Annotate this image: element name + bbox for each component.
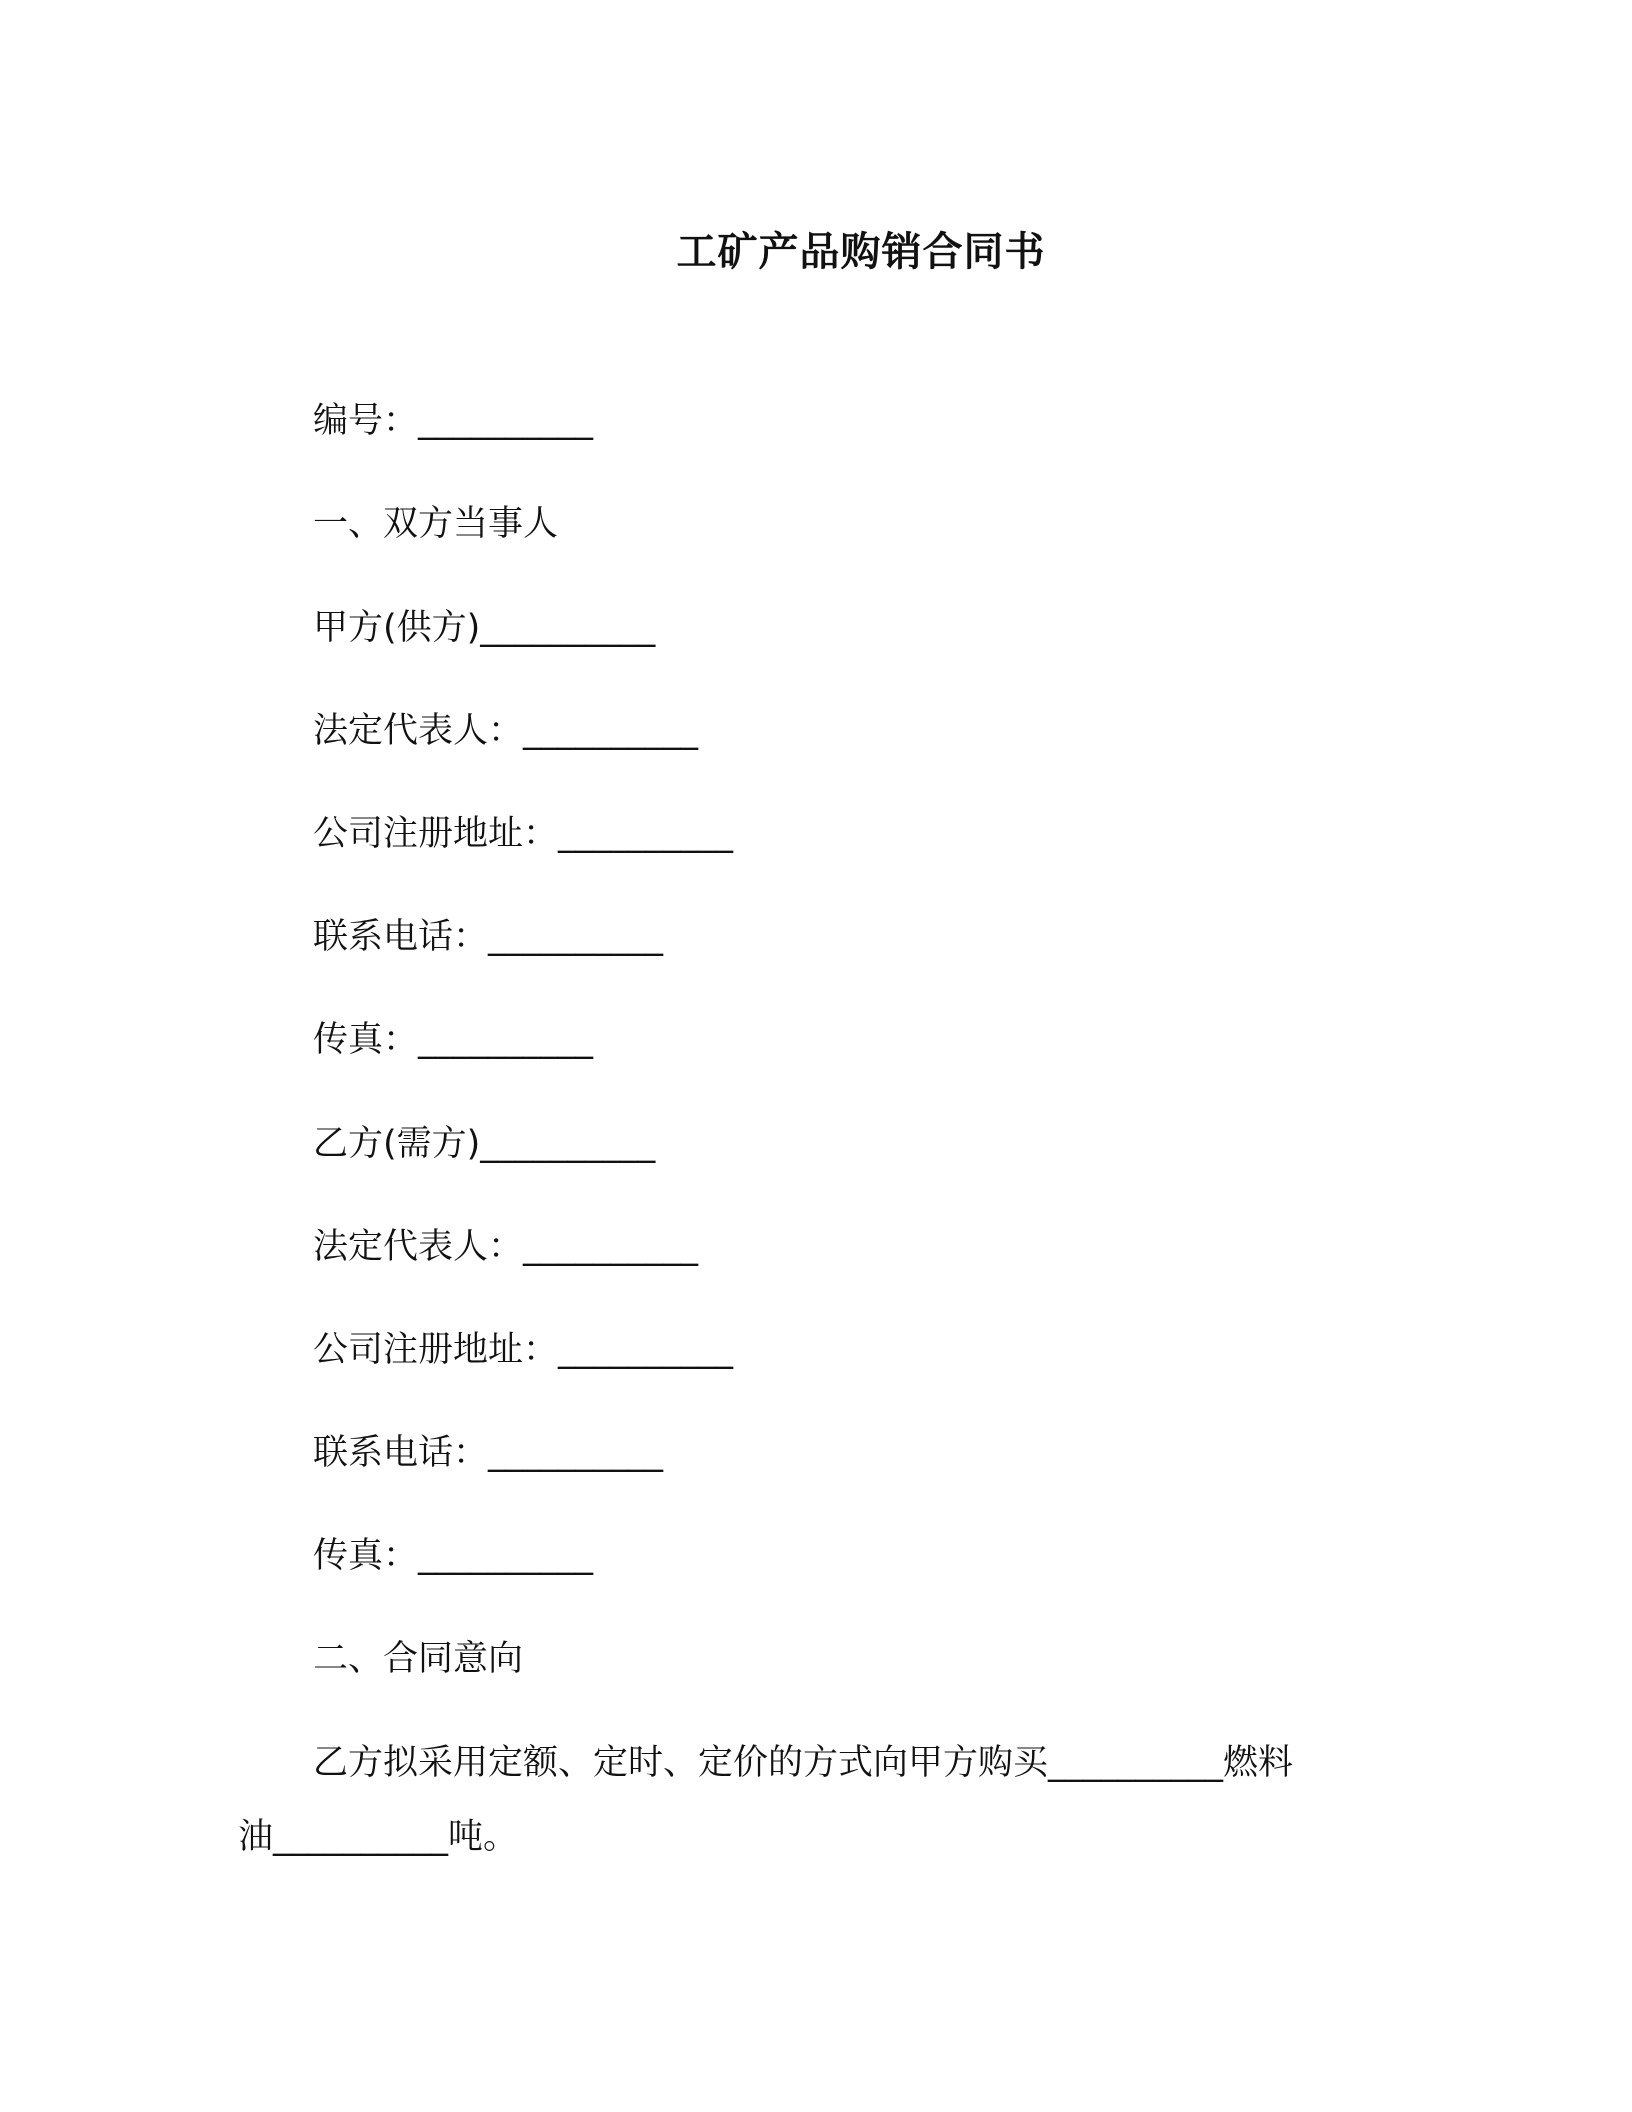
party-b-line: 乙方(需方)__________ xyxy=(313,1124,656,1164)
party-a-legal-rep-line: 法定代表人：__________ xyxy=(313,711,699,751)
contract-number-line: 编号：__________ xyxy=(313,401,594,441)
document-title: 工矿产品购销合同书 xyxy=(676,229,1046,275)
party-b-legal-rep-line: 法定代表人：__________ xyxy=(313,1227,699,1267)
party-b-address-line: 公司注册地址：__________ xyxy=(313,1330,734,1370)
section-heading-parties: 一、双方当事人 xyxy=(313,504,559,544)
intent-paragraph-line-1: 乙方拟采用定额、定时、定价的方式向甲方购买__________燃料 xyxy=(313,1743,1294,1783)
party-a-line: 甲方(供方)__________ xyxy=(313,608,656,648)
party-a-phone-line: 联系电话：__________ xyxy=(313,917,664,957)
party-b-phone-line: 联系电话：__________ xyxy=(313,1433,664,1473)
intent-paragraph-line-2: 油__________吨。 xyxy=(238,1817,519,1857)
section-heading-intent: 二、合同意向 xyxy=(313,1639,524,1679)
party-b-fax-line: 传真：__________ xyxy=(313,1536,594,1576)
party-a-address-line: 公司注册地址：__________ xyxy=(313,814,734,854)
party-a-fax-line: 传真：__________ xyxy=(313,1020,594,1060)
